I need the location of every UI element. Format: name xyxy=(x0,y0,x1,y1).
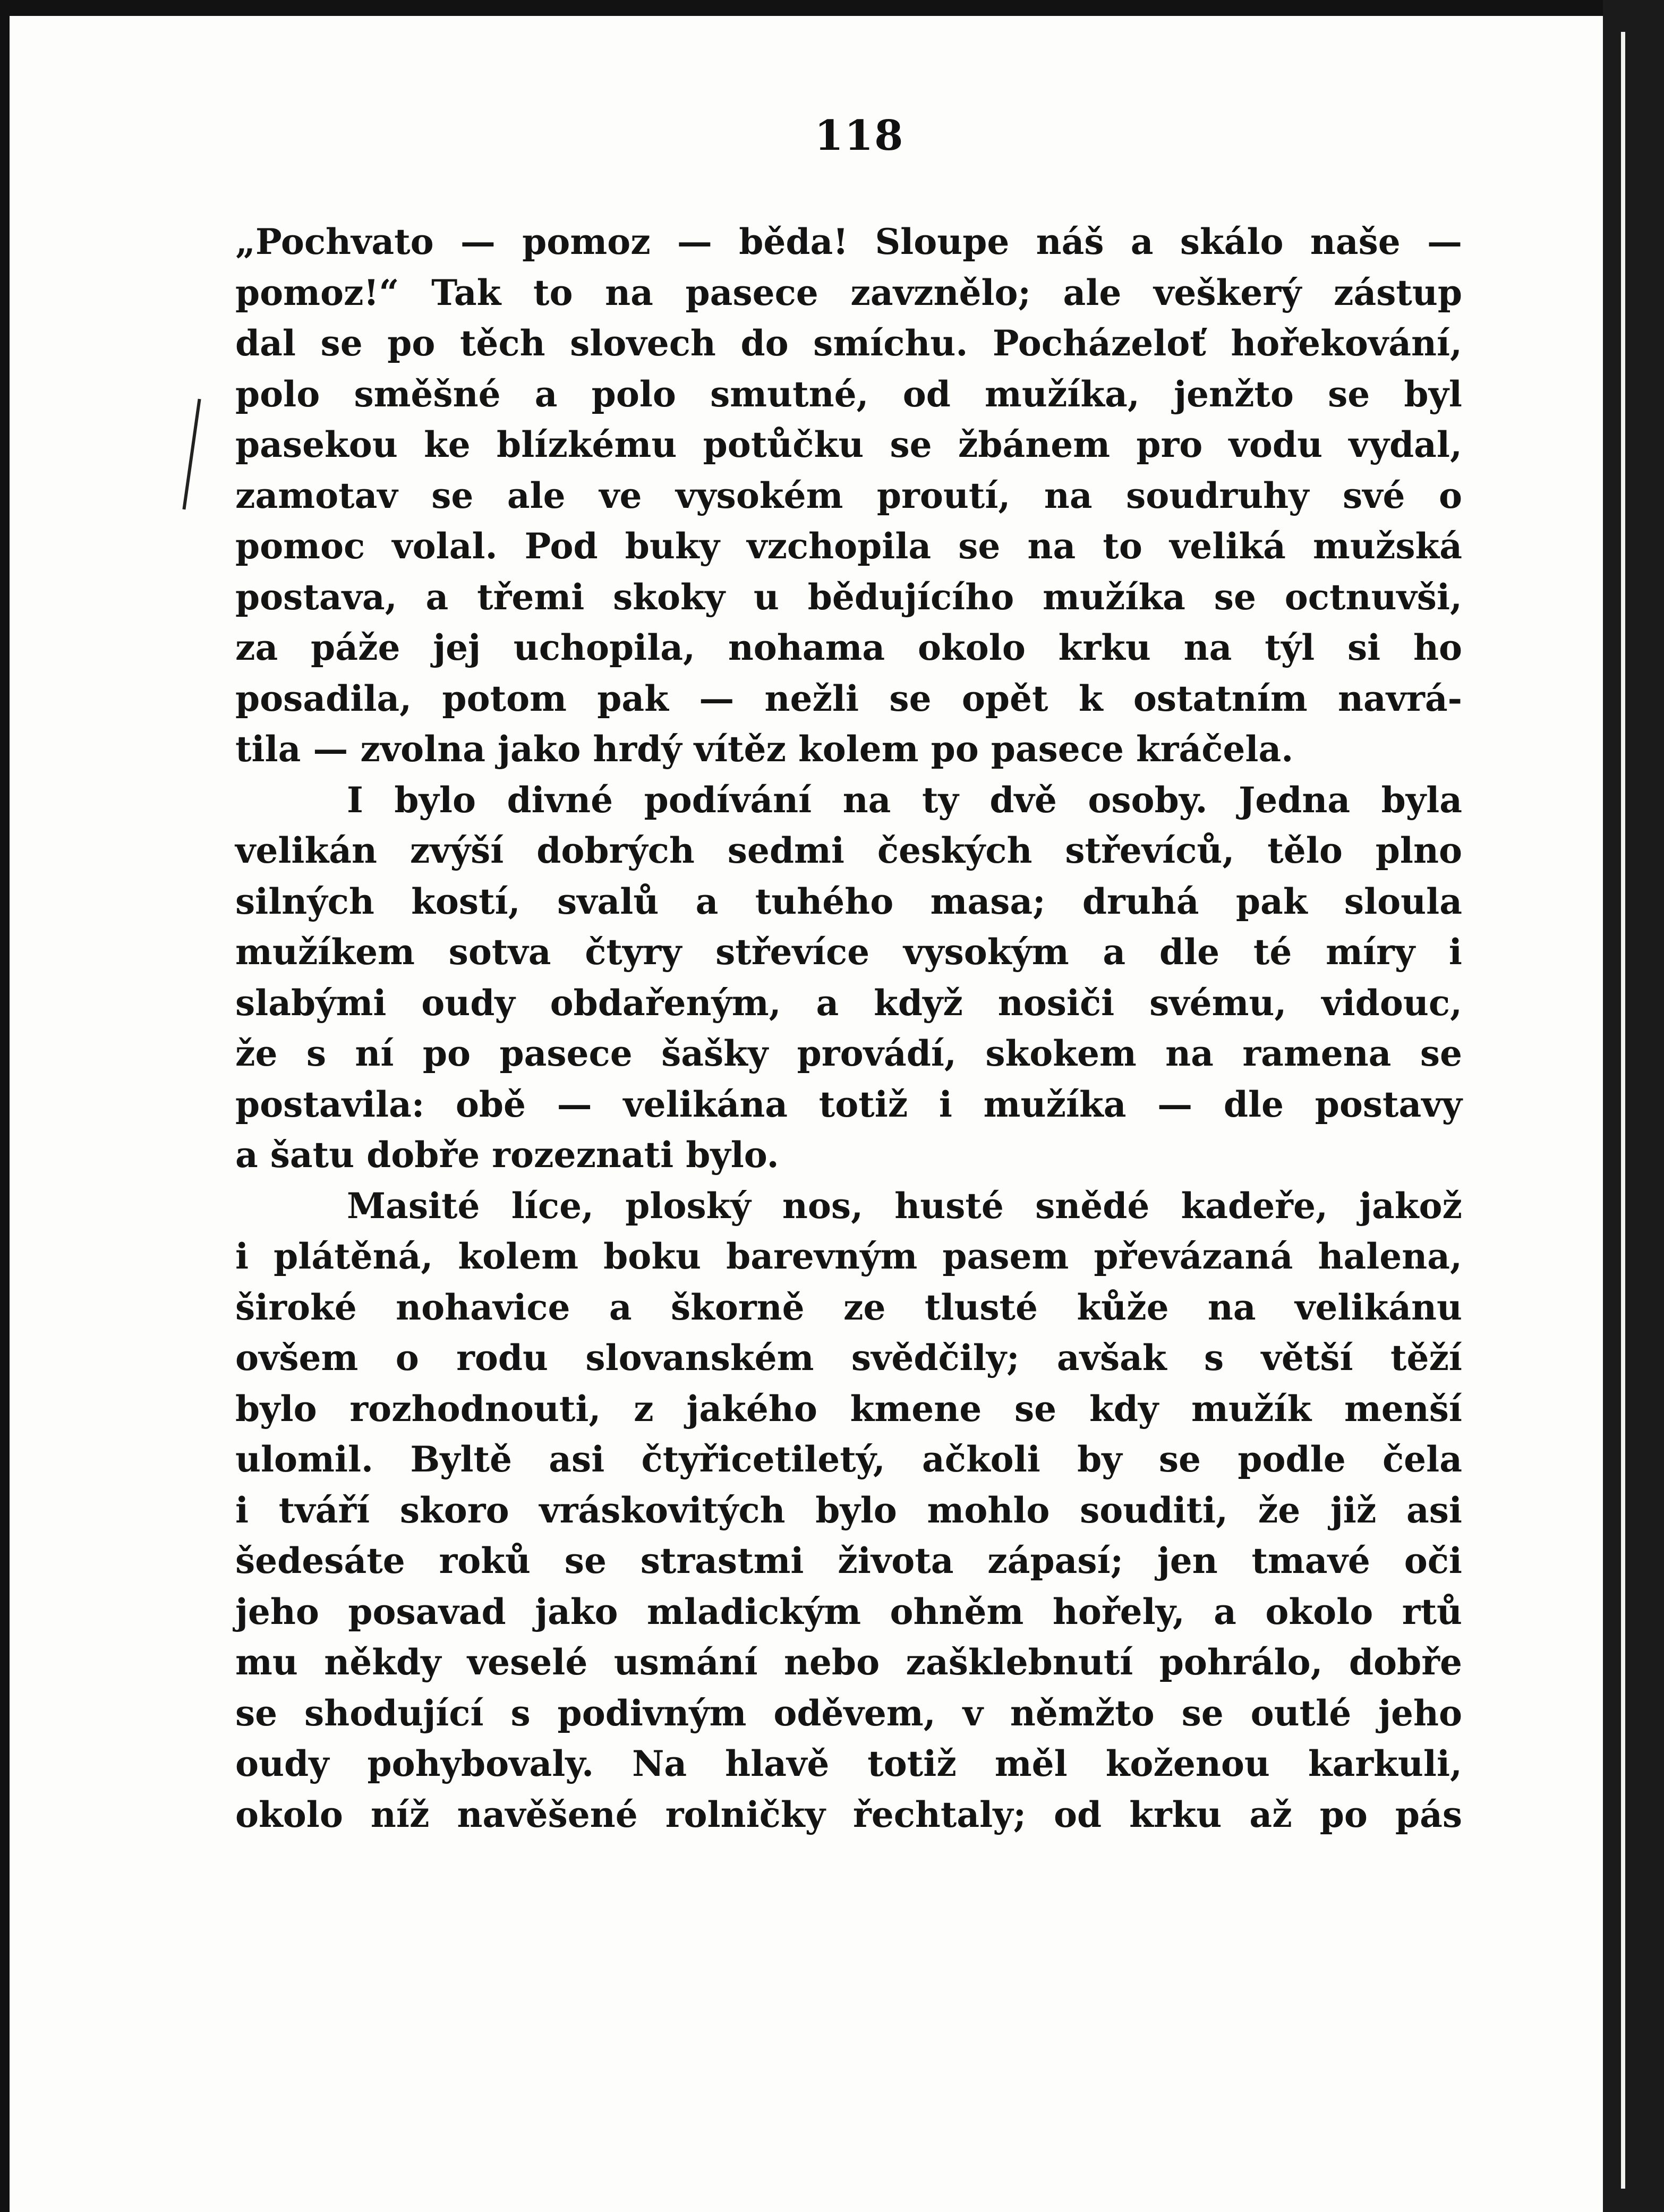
text-line: široké nohavice a škorně ze tlusté kůže na velikánu xyxy=(235,1286,1462,1328)
text-line: šedesáte roků se strastmi života zápasí; jen tmavé oči xyxy=(235,1540,1462,1581)
page-edge-line xyxy=(1621,32,1625,2189)
text-line: silných kostí, svalů a tuhého masa; druhá pak sloula xyxy=(235,880,1462,922)
text-line: mu někdy veselé usmání nebo zašklebnutí pohrálo, dobře xyxy=(235,1641,1462,1683)
text-line: tila — zvolna jako hrdý vítěz kolem po pasece kráčela. xyxy=(235,728,1294,770)
text-line: že s ní po pasece šašky provádí, skokem na ramena se xyxy=(235,1033,1462,1074)
book-page xyxy=(10,16,1603,2212)
text-line: bylo rozhodnouti, z jakého kmene se kdy mužík menší xyxy=(235,1388,1462,1430)
text-line: za páže jej uchopila, nohama okolo krku na týl si ho xyxy=(235,627,1462,668)
text-line: slabými oudy obdařeným, a když nosiči svému, vidouc, xyxy=(235,982,1462,1024)
text-line: okolo níž navěšené rolničky řechtaly; od krku až po pás xyxy=(235,1793,1462,1835)
text-line: jeho posavad jako mladickým ohněm hořely, a okolo rtů xyxy=(235,1590,1462,1632)
text-line: pomoz!“ Tak to na pasece zavznělo; ale veškerý zástup xyxy=(235,271,1462,313)
text-line: a šatu dobře rozeznati bylo. xyxy=(235,1134,779,1176)
text-line: se shodující s podivným oděvem, v němžto se outlé jeho xyxy=(235,1692,1462,1734)
margin-pencil-mark xyxy=(182,399,201,510)
page-number: 118 xyxy=(814,112,904,160)
body-text xyxy=(235,217,1462,1840)
text-line: Masité líce, ploský nos, husté snědé kadeře, jakož xyxy=(347,1185,1462,1227)
text-line: ulomil. Byltě asi čtyřicetiletý, ačkoli by se podle čela xyxy=(235,1439,1462,1480)
text-line: postavila: obě — velikána totiž i mužíka — dle postavy xyxy=(235,1083,1462,1125)
text-line: i tváří skoro vráskovitých bylo mohlo souditi, že již asi xyxy=(235,1489,1462,1531)
text-line: mužíkem sotva čtyry střevíce vysokým a dle té míry i xyxy=(235,931,1462,973)
text-line: oudy pohybovaly. Na hlavě totiž měl koženou karkuli, xyxy=(235,1743,1462,1784)
text-line: velikán zvýší dobrých sedmi českých střevíců, tělo plno xyxy=(235,830,1462,871)
page-edge-shadow xyxy=(1603,0,1664,2212)
text-line: „Pochvato — pomoz — běda! Sloupe náš a skálo naše — xyxy=(235,221,1462,262)
text-line: postava, a třemi skoky u bědujícího mužíka se octnuvši, xyxy=(235,576,1462,618)
text-line: ovšem o rodu slovanském svědčily; avšak s větší těží xyxy=(235,1337,1462,1379)
text-line: posadila, potom pak — nežli se opět k ostatním navrá- xyxy=(235,677,1462,719)
text-line: pomoc volal. Pod buky vzchopila se na to veliká mužská xyxy=(235,525,1462,567)
text-line: I bylo divné podívání na ty dvě osoby. Jedna byla xyxy=(347,779,1462,821)
text-line: polo směšné a polo smutné, od mužíka, jenžto se byl xyxy=(235,373,1462,415)
text-line: dal se po těch slovech do smíchu. Pocházeloť hořekování, xyxy=(235,322,1462,364)
text-line: pasekou ke blízkému potůčku se žbánem pro vodu vydal, xyxy=(235,424,1462,465)
text-line: i plátěná, kolem boku barevným pasem převázaná halena, xyxy=(235,1236,1462,1277)
text-line: zamotav se ale ve vysokém proutí, na soudruhy své o xyxy=(235,474,1462,516)
